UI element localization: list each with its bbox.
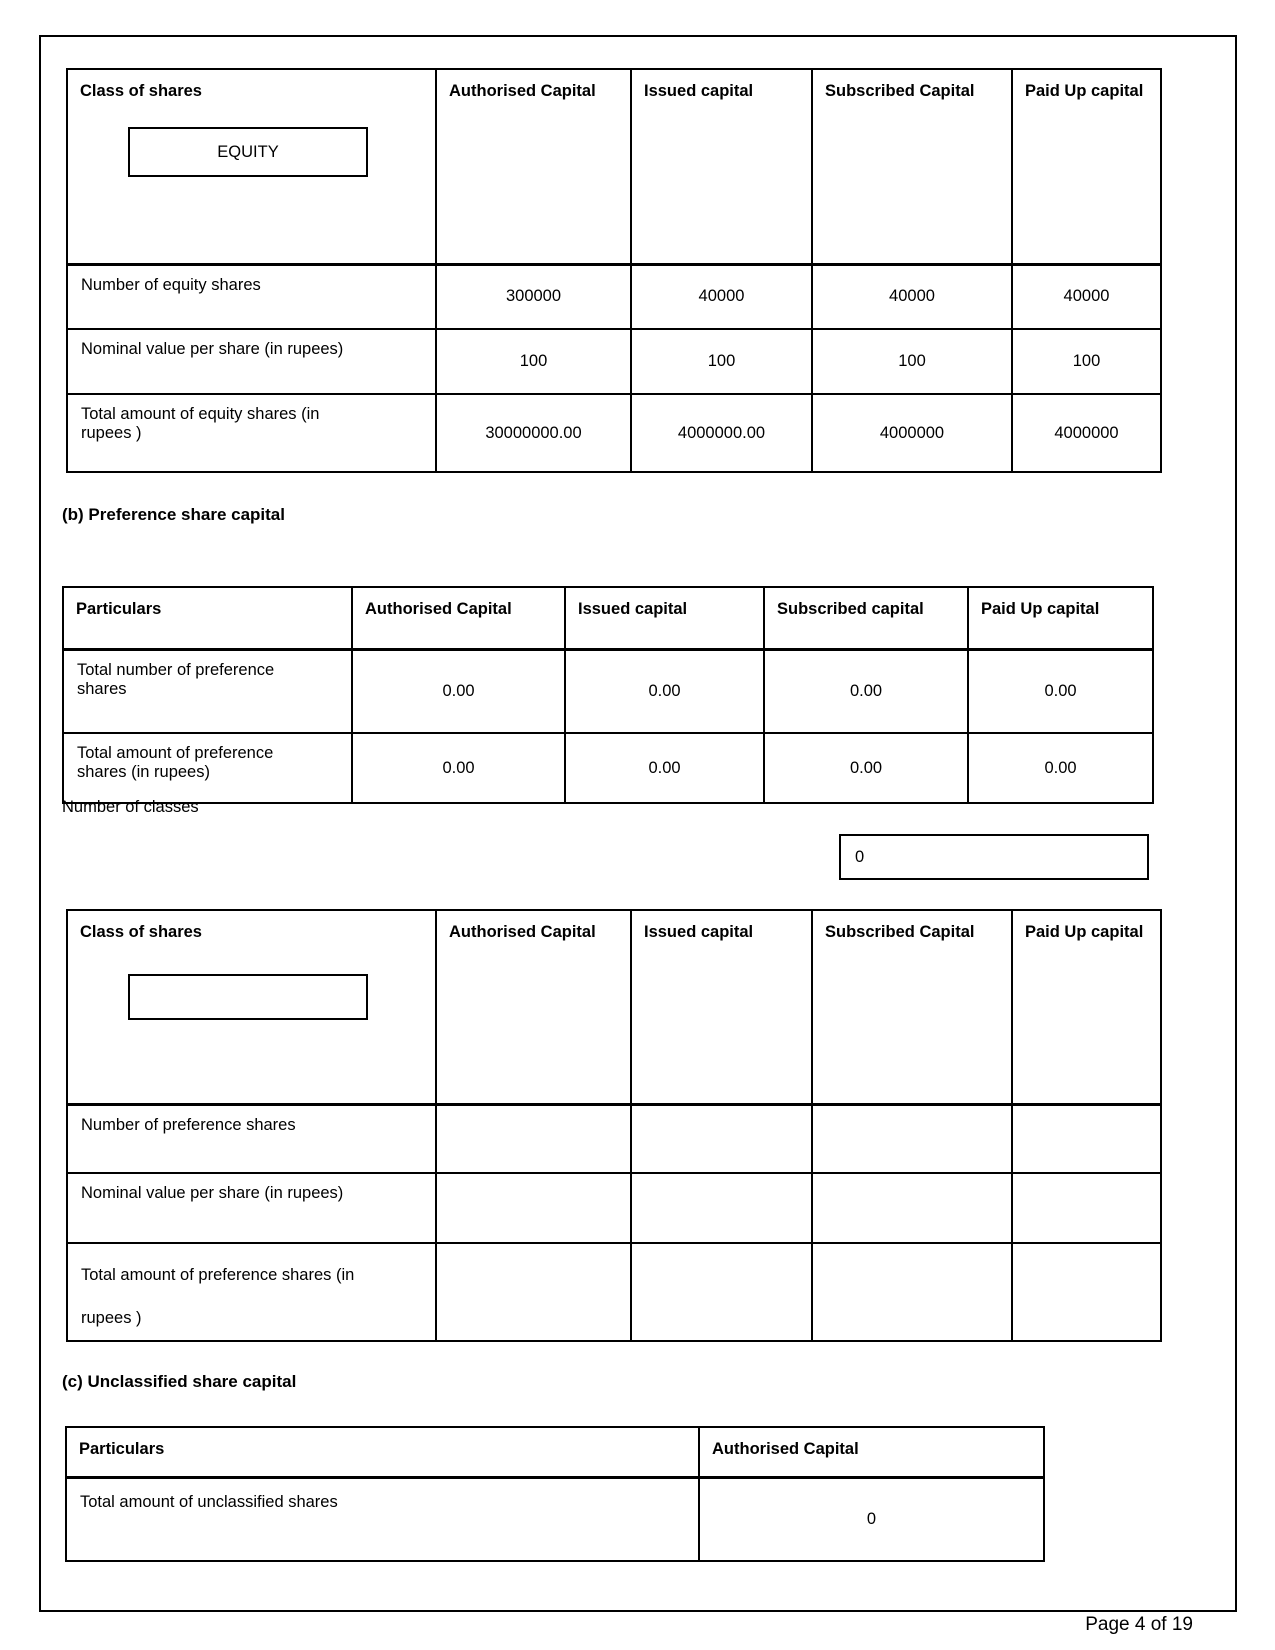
- equity-class-of-shares-value: EQUITY: [217, 142, 279, 161]
- equity-col-header-authorised-capital: Authorised Capital: [436, 69, 631, 264]
- equity-col-header-issued-capital: Issued capital: [631, 69, 812, 264]
- pref-class-row-label: Nominal value per share (in rupees): [67, 1173, 436, 1243]
- pref-summary-cell-value: 0.00: [565, 733, 764, 803]
- pref-class-table-title: Class of shares: [80, 923, 202, 941]
- equity-cell-value: 4000000.00: [631, 394, 812, 472]
- pref-summary-col-header-issued-capital: Issued capital: [565, 587, 764, 649]
- equity-cell-value: 40000: [812, 264, 1012, 329]
- equity-cell-value: 300000: [436, 264, 631, 329]
- number-of-classes-label: Number of classes: [62, 798, 199, 816]
- table-row: [63, 733, 1153, 803]
- equity-cell-value: 100: [1012, 329, 1161, 394]
- pref-summary-row-label: Total number of preference shares: [63, 649, 352, 733]
- equity-share-capital-table: [66, 68, 1162, 473]
- equity-cell-value: 30000000.00: [436, 394, 631, 472]
- preference-summary-table: [62, 586, 1154, 804]
- pref-class-col-header-authorised-capital: Authorised Capital: [436, 910, 631, 1104]
- equity-cell-value: 40000: [1012, 264, 1161, 329]
- pref-class-col-header-issued-capital: Issued capital: [631, 910, 812, 1104]
- pref-class-row-label: Number of preference shares: [67, 1104, 436, 1173]
- table-row: [67, 329, 1161, 394]
- section-c-heading: (c) Unclassified share capital: [62, 1372, 297, 1391]
- pref-class-cell-value: [1012, 1173, 1161, 1243]
- pref-class-col-header-paid-up-capital: Paid Up capital: [1012, 910, 1161, 1104]
- unclassified-row-label: Total amount of unclassified shares: [66, 1477, 699, 1561]
- equity-class-of-shares-field[interactable]: [128, 127, 368, 177]
- unclassified-col-header-particulars: Particulars: [66, 1427, 699, 1477]
- pref-class-cell-value: [812, 1173, 1012, 1243]
- pref-class-cell-value: [436, 1243, 631, 1341]
- pref-class-cell-value: [631, 1243, 812, 1341]
- equity-cell-value: 100: [812, 329, 1012, 394]
- equity-cell-value: 100: [631, 329, 812, 394]
- pref-class-col-header-subscribed-capital: Subscribed Capital: [812, 910, 1012, 1104]
- table-row: [63, 649, 1153, 733]
- equity-row-label: Total amount of equity shares (in rupees ): [67, 394, 436, 472]
- pref-summary-row-label: Total amount of preference shares (in rupees): [63, 733, 352, 803]
- equity-table-corner-cell: [67, 69, 436, 264]
- pref-summary-col-header-paid-up-capital: Paid Up capital: [968, 587, 1153, 649]
- pref-class-row-label: Total amount of preference shares (in rupees ): [67, 1243, 436, 1341]
- pref-class-cell-value: [631, 1104, 812, 1173]
- page-number: Page 4 of 19: [1085, 1614, 1193, 1635]
- number-of-classes-field[interactable]: [839, 834, 1149, 880]
- pref-summary-cell-value: 0.00: [968, 733, 1153, 803]
- pref-class-cell-value: [812, 1104, 1012, 1173]
- table-row: [67, 1243, 1161, 1341]
- pref-summary-cell-value: 0.00: [764, 733, 968, 803]
- equity-col-header-paid-up-capital: Paid Up capital: [1012, 69, 1161, 264]
- pref-class-cell-value: [631, 1173, 812, 1243]
- pref-class-cell-value: [1012, 1243, 1161, 1341]
- pref-class-cell-value: [436, 1173, 631, 1243]
- unclassified-cell-value: 0: [699, 1477, 1044, 1561]
- pref-summary-cell-value: 0.00: [764, 649, 968, 733]
- equity-table-title: Class of shares: [80, 82, 202, 100]
- equity-cell-value: 4000000: [812, 394, 1012, 472]
- equity-col-header-subscribed-capital: Subscribed Capital: [812, 69, 1012, 264]
- unclassified-share-capital-table: [65, 1426, 1045, 1562]
- table-row: [67, 394, 1161, 472]
- preference-class-table: [66, 909, 1162, 1342]
- table-row: [67, 1104, 1161, 1173]
- table-row: [67, 1173, 1161, 1243]
- equity-cell-value: 4000000: [1012, 394, 1161, 472]
- pref-class-corner-cell: [67, 910, 436, 1104]
- table-row: [66, 1477, 1044, 1561]
- pref-summary-col-header-particulars: Particulars: [63, 587, 352, 649]
- equity-row-label: Number of equity shares: [67, 264, 436, 329]
- equity-cell-value: 40000: [631, 264, 812, 329]
- equity-cell-value: 100: [436, 329, 631, 394]
- pref-class-cell-value: [436, 1104, 631, 1173]
- pref-summary-cell-value: 0.00: [352, 649, 565, 733]
- unclassified-col-header-authorised-capital: Authorised Capital: [699, 1427, 1044, 1477]
- pref-summary-cell-value: 0.00: [565, 649, 764, 733]
- number-of-classes-value: 0: [855, 847, 865, 866]
- section-b-heading: (b) Preference share capital: [62, 505, 285, 524]
- table-row: [67, 264, 1161, 329]
- pref-class-cell-value: [1012, 1104, 1161, 1173]
- pref-summary-cell-value: 0.00: [352, 733, 565, 803]
- equity-row-label: Nominal value per share (in rupees): [67, 329, 436, 394]
- pref-class-cell-value: [812, 1243, 1012, 1341]
- pref-summary-col-header-subscribed-capital: Subscribed capital: [764, 587, 968, 649]
- pref-summary-cell-value: 0.00: [968, 649, 1153, 733]
- pref-summary-col-header-authorised-capital: Authorised Capital: [352, 587, 565, 649]
- pref-class-of-shares-field[interactable]: [128, 974, 368, 1020]
